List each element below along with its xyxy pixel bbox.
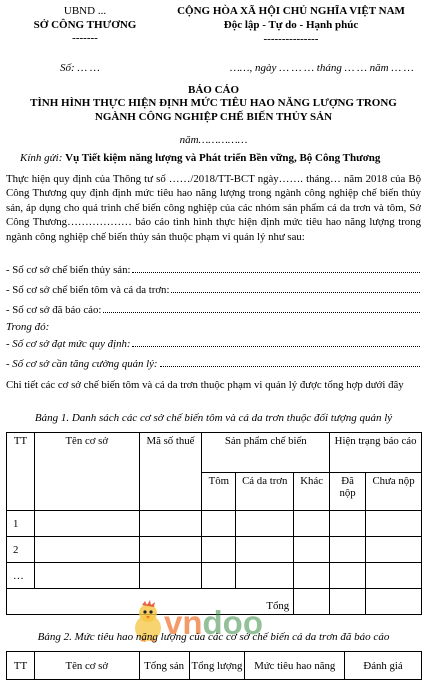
watermark-prefix: vn [164, 604, 203, 641]
doc-subtitle-line1: TÌNH HÌNH THỰC HIỆN ĐỊNH MỨC TIÊU HAO NĂNG LƯỢNG TRONG [30, 97, 397, 109]
col-tt: TT [7, 652, 35, 680]
intro-paragraph: Thực hiện quy định của Thông tư số ……/2018/TT-BCT ngày……. tháng… năm 2018 của Bộ Công Thương quy định định mức tiêu hao năng lượng trong ngành công nghiệp chế biến thủy sản, áp dụng cho quá trình chế biến công nghiệp của các nhóm sản phẩm cá da trơn và tôm, Sở Công Thương……………… báo cáo tình hình thực hiện định mức tiêu hao năng lượng trong ngành công nghiệp chế biến thủy sản thuộc phạm vi quản lý như sau: [6, 173, 421, 243]
nation-title: CỘNG HÒA XÃ HỘI CHỦ NGHĨA VIỆT NAM [177, 5, 405, 17]
recipient-label: Kính gửi: [20, 152, 63, 164]
cell[interactable] [294, 537, 330, 563]
nation-rule: --------------- [263, 33, 319, 45]
cell[interactable] [202, 563, 236, 589]
row-number: 1 [7, 511, 35, 537]
cell[interactable] [366, 511, 422, 537]
col-facility-name: Tên cơ sở [34, 652, 139, 680]
agency-line1: UBND ... [63, 5, 107, 17]
cell[interactable] [330, 537, 366, 563]
fill-line [171, 282, 420, 293]
total-label: Tổng [7, 589, 294, 615]
cell[interactable] [139, 511, 202, 537]
field-compliant-facilities[interactable] [6, 336, 420, 350]
col-total-energy: Tổng lượng [189, 652, 245, 680]
cell[interactable] [236, 511, 294, 537]
table-row [7, 563, 422, 589]
col-consumption-rate: Mức tiêu hao năng [245, 652, 345, 680]
agency-rule: ------- [72, 32, 98, 44]
field-label: - Số cơ sở chế biến tôm và cá da trơn: [6, 284, 170, 296]
col-catfish: Cá da trơn [236, 473, 294, 511]
row-number: … [7, 563, 35, 589]
field-seafood-facilities[interactable] [6, 262, 420, 276]
cell[interactable] [34, 537, 139, 563]
table-row [7, 511, 422, 537]
doc-subtitle-line2: NGÀNH CÔNG NGHIỆP CHẾ BIẾN THỦY SẢN [94, 111, 333, 123]
field-improvement-facilities[interactable] [6, 356, 420, 370]
cell[interactable] [294, 511, 330, 537]
doc-title: BÁO CÁO [187, 84, 240, 96]
col-tax-code: Mã số thuế [139, 433, 202, 511]
col-report-status: Hiện trạng báo cáo [330, 433, 422, 473]
col-products: Sản phẩm chế biến [202, 433, 330, 473]
table-row [7, 537, 422, 563]
facility-table [6, 432, 422, 615]
col-facility-name: Tên cơ sở [34, 433, 139, 511]
report-year: năm…………… [179, 134, 248, 146]
fill-line [103, 302, 420, 313]
field-label: - Số cơ sở cần tăng cường quản lý: [6, 358, 158, 370]
table2-caption: Bảng 2. Mức tiêu hao năng lượng của các cơ sở chế biến cá da trơn đã báo cáo [37, 631, 390, 643]
nation-motto: Độc lập - Tự do - Hạnh phúc [223, 19, 359, 31]
field-label: - Số cơ sở đã báo cáo: [6, 304, 102, 316]
cell[interactable] [294, 589, 330, 615]
cell[interactable] [366, 589, 422, 615]
col-tt: TT [7, 433, 35, 511]
field-label: - Số cơ sở chế biến thủy sản: [6, 264, 131, 276]
doc-date: ……, ngày … … … tháng … … năm … … [230, 62, 414, 74]
doc-number-dots: … … [77, 62, 100, 74]
cell[interactable] [294, 563, 330, 589]
cell[interactable] [330, 563, 366, 589]
doc-number-label: Số: [60, 62, 75, 74]
cell[interactable] [202, 537, 236, 563]
agency-name: SỞ CÔNG THƯƠNG [33, 19, 137, 31]
cell[interactable] [34, 563, 139, 589]
recipient [20, 152, 380, 164]
col-assessment: Đánh giá [345, 652, 422, 680]
cell[interactable] [366, 563, 422, 589]
field-shrimp-catfish-facilities[interactable] [6, 282, 420, 296]
fill-line [132, 336, 420, 347]
watermark-suffix: doo [202, 604, 263, 641]
col-not-submitted: Chưa nộp [366, 473, 422, 511]
cell[interactable] [330, 589, 366, 615]
col-total-output: Tổng sản [139, 652, 189, 680]
fill-line [132, 262, 420, 273]
cell[interactable] [366, 537, 422, 563]
cell[interactable] [34, 511, 139, 537]
field-label: - Số cơ sở đạt mức quy định: [6, 338, 131, 350]
doc-number [60, 62, 100, 74]
col-submitted: Đã nộp [330, 473, 366, 511]
cell[interactable] [202, 511, 236, 537]
table1-caption: Bảng 1. Danh sách các cơ sở chế biến tôm và cá da trơn thuộc đối tượng quản lý [34, 412, 393, 424]
energy-table [6, 651, 422, 680]
field-reported-facilities[interactable] [6, 302, 420, 316]
row-number: 2 [7, 537, 35, 563]
cell[interactable] [330, 511, 366, 537]
fill-line [160, 356, 420, 367]
detail-paragraph: Chi tiết các cơ sở chế biến tôm và cá da trơn thuộc phạm vi quản lý được tổng hợp dưới đây [6, 379, 404, 391]
col-other: Khác [294, 473, 330, 511]
among-label: Trong đó: [6, 321, 50, 333]
cell[interactable] [139, 537, 202, 563]
recipient-name: Vụ Tiết kiệm năng lượng và Phát triển Bền vững, Bộ Công Thương [65, 152, 381, 164]
col-shrimp: Tôm [202, 473, 236, 511]
cell[interactable] [236, 563, 294, 589]
cell[interactable] [236, 537, 294, 563]
cell[interactable] [139, 563, 202, 589]
